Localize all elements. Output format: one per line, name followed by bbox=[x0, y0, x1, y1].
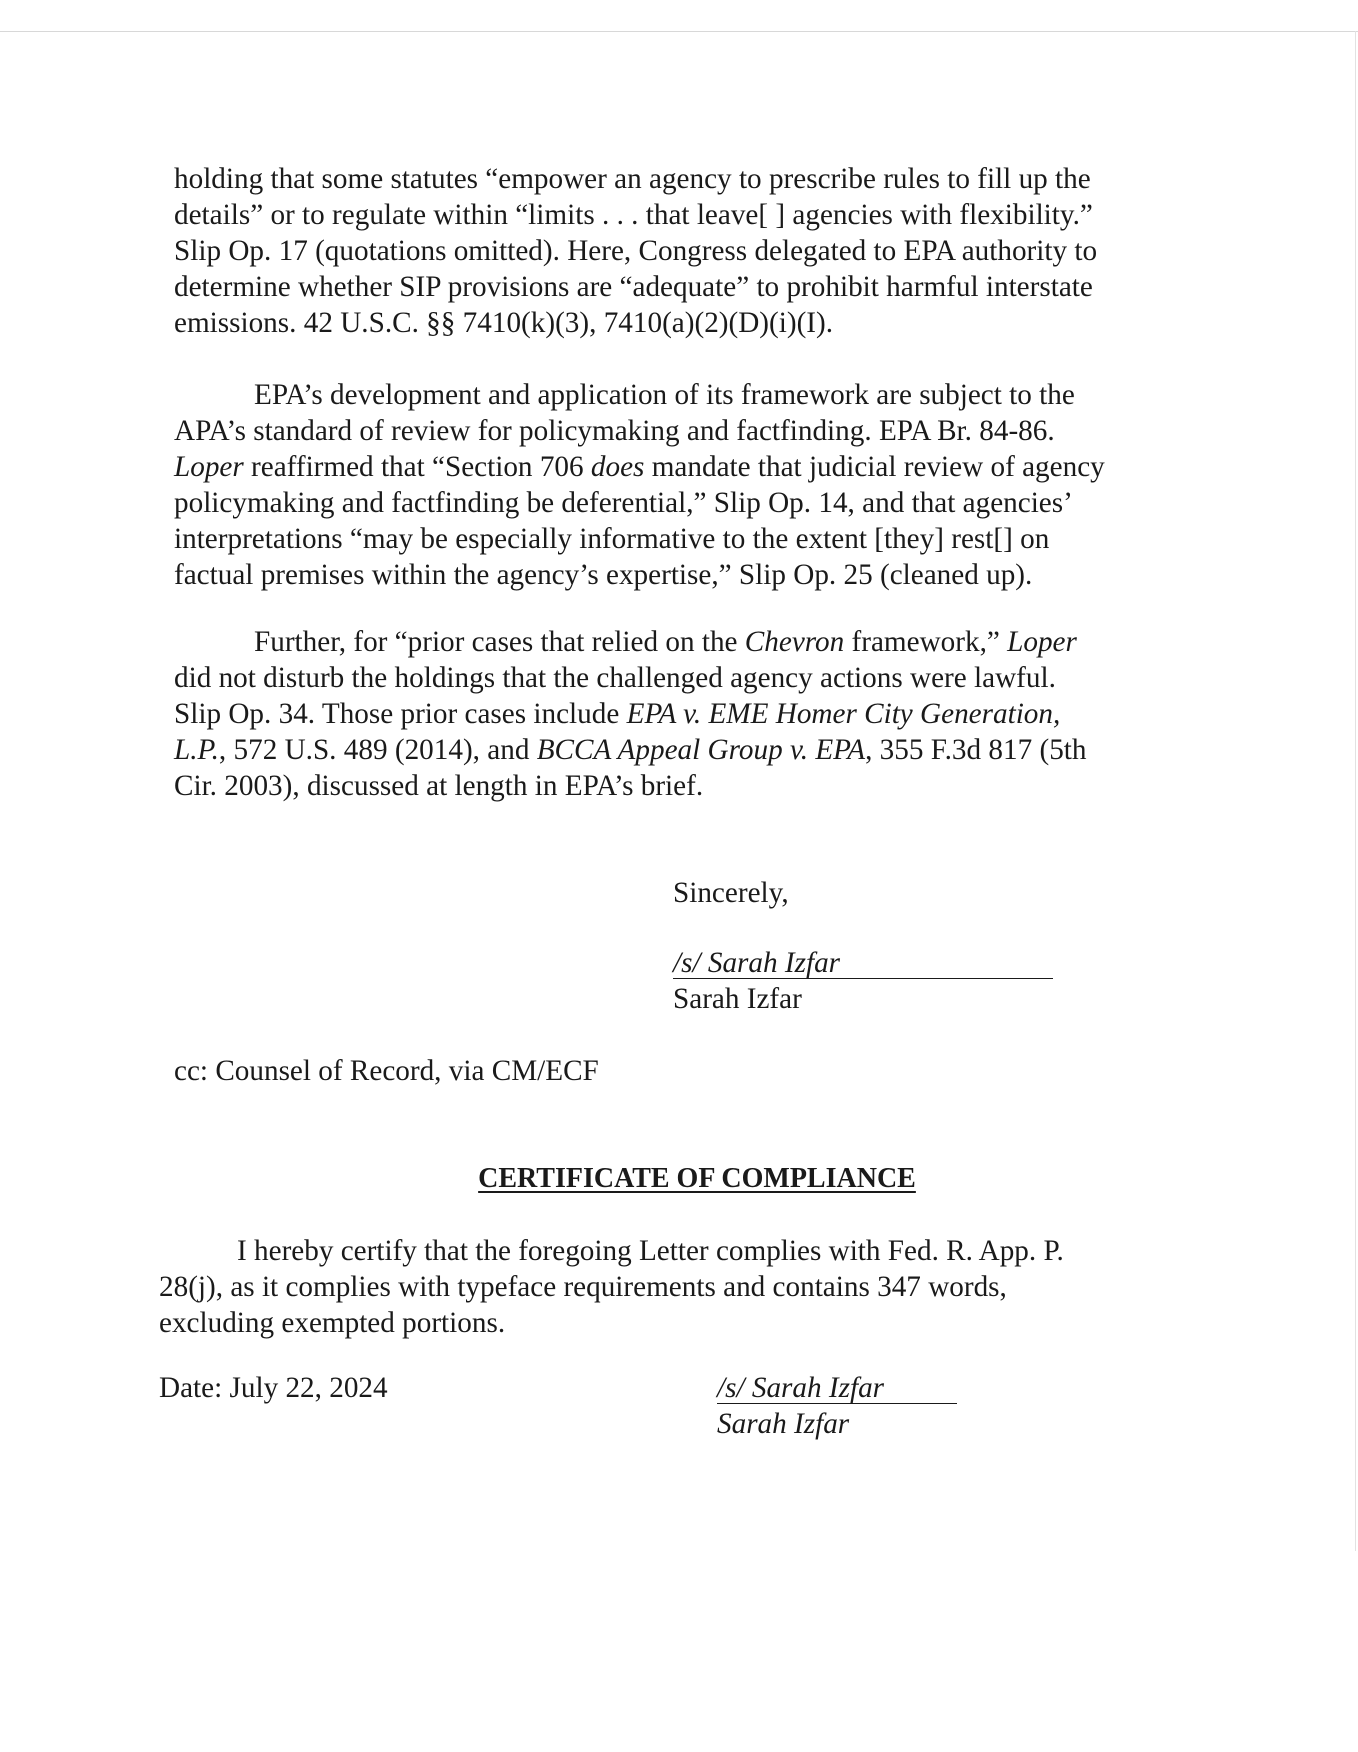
text-line: APA’s standard of review for policymaking and factfinding. EPA Br. 84-86. bbox=[174, 415, 1055, 447]
text-run: Further, for “prior cases that relied on the bbox=[254, 626, 745, 658]
text-line bbox=[174, 732, 1194, 768]
text-line: emissions. 42 U.S.C. §§ 7410(k)(3), 7410(a)(2)(D)(i)(I). bbox=[174, 307, 834, 339]
certificate-date: Date: July 22, 2024 bbox=[159, 1372, 388, 1404]
text-line: determine whether SIP provisions are “adequate” to prohibit harmful interstate bbox=[174, 271, 1093, 303]
text-run: Slip Op. 34. Those prior cases include bbox=[174, 698, 627, 730]
body-paragraph-2 bbox=[174, 377, 1194, 593]
text-run: reaffirmed that “Section 706 bbox=[243, 451, 591, 483]
text-line: EPA’s development and application of its framework are subject to the bbox=[254, 379, 1075, 411]
e-signature: /s/ Sarah Izfar bbox=[673, 948, 1053, 979]
text-line bbox=[174, 696, 1194, 732]
text-line: I hereby certify that the foregoing Letter complies with Fed. R. App. P. bbox=[237, 1235, 1064, 1267]
case-name-italic: Loper bbox=[174, 451, 244, 483]
text-line: Slip Op. 17 (quotations omitted). Here, Congress delegated to EPA authority to bbox=[174, 235, 1098, 267]
signer-name: Sarah Izfar bbox=[717, 1408, 850, 1440]
text-line bbox=[174, 449, 1194, 485]
case-name-italic: Chevron bbox=[744, 626, 845, 658]
certificate-heading bbox=[0, 1161, 1358, 1197]
e-signature: /s/ Sarah Izfar bbox=[717, 1373, 957, 1404]
emphasis-italic: does bbox=[590, 451, 645, 483]
text-run: framework,” bbox=[844, 626, 1008, 658]
text-line: Cir. 2003), discussed at length in EPA’s brief. bbox=[174, 770, 704, 802]
signer-name: Sarah Izfar bbox=[673, 983, 802, 1015]
text-run: , 572 U.S. 489 (2014), and bbox=[218, 734, 537, 766]
case-name-italic: BCCA Appeal Group v. EPA bbox=[536, 734, 866, 766]
case-name-italic: Loper bbox=[1007, 626, 1077, 658]
text-line: details” or to regulate within “limits . . . that leave[ ] agencies with flexibility.” bbox=[174, 199, 1093, 231]
body-paragraph-3 bbox=[174, 624, 1194, 804]
signature-line-wrap bbox=[673, 945, 1053, 981]
text-line: holding that some statutes “empower an agency to prescribe rules to fill up the bbox=[174, 163, 1091, 195]
closing: Sincerely, bbox=[673, 877, 789, 909]
certificate-signature-block bbox=[717, 1370, 957, 1442]
text-line bbox=[174, 624, 1194, 660]
text-line: policymaking and factfinding be deferential,” Slip Op. 14, and that agencies’ bbox=[174, 487, 1073, 519]
text-line: factual premises within the agency’s expertise,” Slip Op. 25 (cleaned up). bbox=[174, 559, 1033, 591]
case-name-italic: EPA v. EME Homer City Generation, bbox=[626, 698, 1061, 730]
text-line: 28(j), as it complies with typeface requirements and contains 347 words, bbox=[159, 1271, 1007, 1303]
case-name-italic: L.P. bbox=[174, 734, 219, 766]
page-top-edge bbox=[0, 31, 1358, 32]
text-run: , 355 F.3d 817 (5th bbox=[865, 734, 1087, 766]
cc-line: cc: Counsel of Record, via CM/ECF bbox=[174, 1055, 599, 1087]
text-line: excluding exempted portions. bbox=[159, 1307, 506, 1339]
certificate-heading-text: CERTIFICATE OF COMPLIANCE bbox=[478, 1163, 916, 1194]
signature-block bbox=[673, 945, 1053, 1017]
certificate-paragraph bbox=[159, 1233, 1199, 1341]
signature-line-wrap bbox=[717, 1370, 957, 1406]
text-line: did not disturb the holdings that the challenged agency actions were lawful. bbox=[174, 662, 1056, 694]
body-paragraph-1 bbox=[174, 161, 1194, 341]
text-run: mandate that judicial review of agency bbox=[644, 451, 1105, 483]
text-line: interpretations “may be especially informative to the extent [they] rest[] on bbox=[174, 523, 1050, 555]
page-right-edge bbox=[1355, 31, 1356, 1551]
